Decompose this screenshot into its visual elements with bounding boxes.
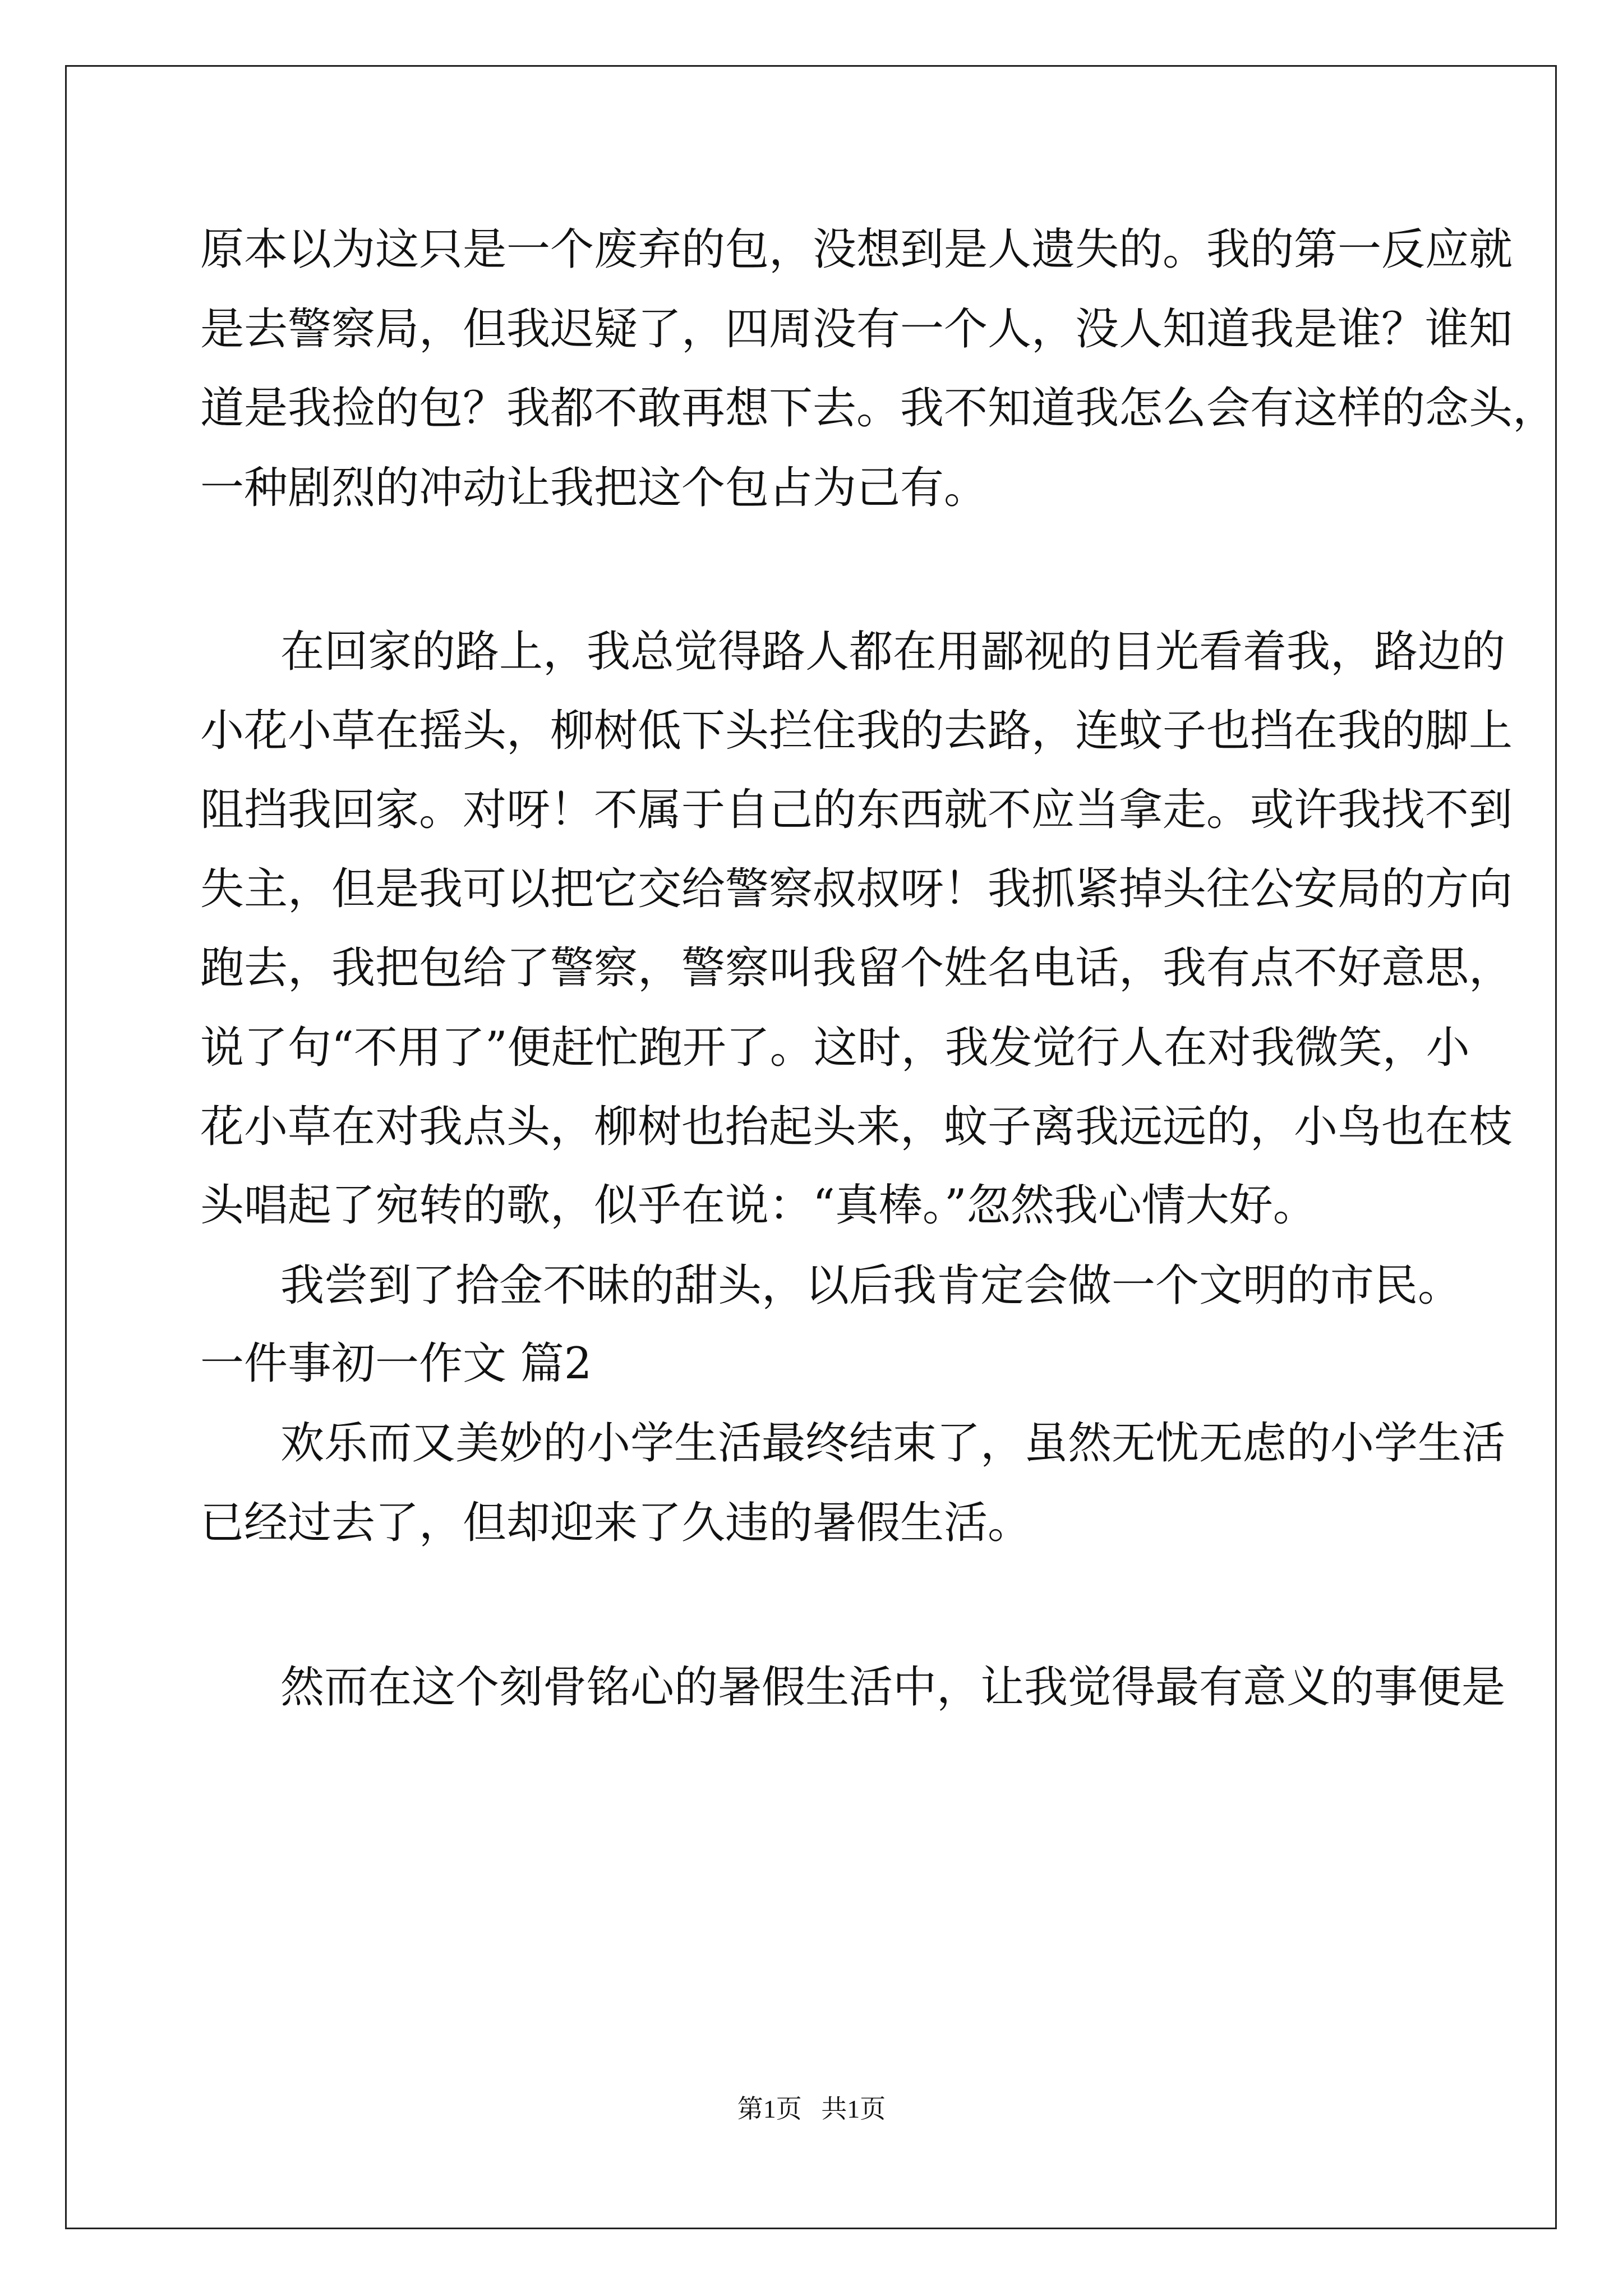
text-line: 说了句“不用了”便赶忙跑开了。这时，我发觉行人在对我微笑，小 xyxy=(200,1023,1470,1073)
paragraph-start: 我尝到了拾金不昧的甜头，以后我肯定会做一个文明的市民。 xyxy=(280,1260,1462,1311)
text-line: 花小草在对我点头，柳树也抬起头来，蚊子离我远远的，小鸟也在枝 xyxy=(200,1102,1513,1152)
text-line: 失主，但是我可以把它交给警察叔叔呀！我抓紧掉头往公安局的方向 xyxy=(200,864,1513,914)
text-line: 头唱起了宛转的歌，似乎在说：“真棒。”忽然我心情大好。 xyxy=(200,1180,1317,1231)
text-line: 是去警察局，但我迟疑了，四周没有一个人，没人知道我是谁？谁知 xyxy=(200,304,1513,355)
text-line: 一种剧烈的冲动让我把这个包占为己有。 xyxy=(200,463,988,513)
text-line: 小花小草在摇头，柳树低下头拦住我的去路，连蚊子也挡在我的脚上 xyxy=(200,706,1513,756)
paragraph-start: 在回家的路上，我总觉得路人都在用鄙视的目光看着我，路边的 xyxy=(280,627,1506,677)
page-footer: 第1页 共1页 xyxy=(737,2095,886,2123)
text-line: 原本以为这只是一个废弃的包，没想到是人遗失的。我的第一反应就 xyxy=(200,224,1513,275)
paragraph-start: 欢乐而又美妙的小学生活最终结束了，虽然无忧无虑的小学生活 xyxy=(280,1418,1506,1469)
text-line: 阻挡我回家。对呀！不属于自己的东西就不应当拿走。或许我找不到 xyxy=(200,785,1513,835)
text-line: 跑去，我把包给了警察，警察叫我留个姓名电话，我有点不好意思， xyxy=(200,943,1513,993)
text-line: 已经过去了，但却迎来了久违的暑假生活。 xyxy=(200,1498,1032,1548)
section-heading: 一件事初一作文 篇2 xyxy=(200,1338,592,1389)
text-line: 道是我捡的包？我都不敢再想下去。我不知道我怎么会有这样的念头， xyxy=(200,383,1557,434)
paragraph-start: 然而在这个刻骨铭心的暑假生活中，让我觉得最有意义的事便是 xyxy=(280,1662,1506,1713)
